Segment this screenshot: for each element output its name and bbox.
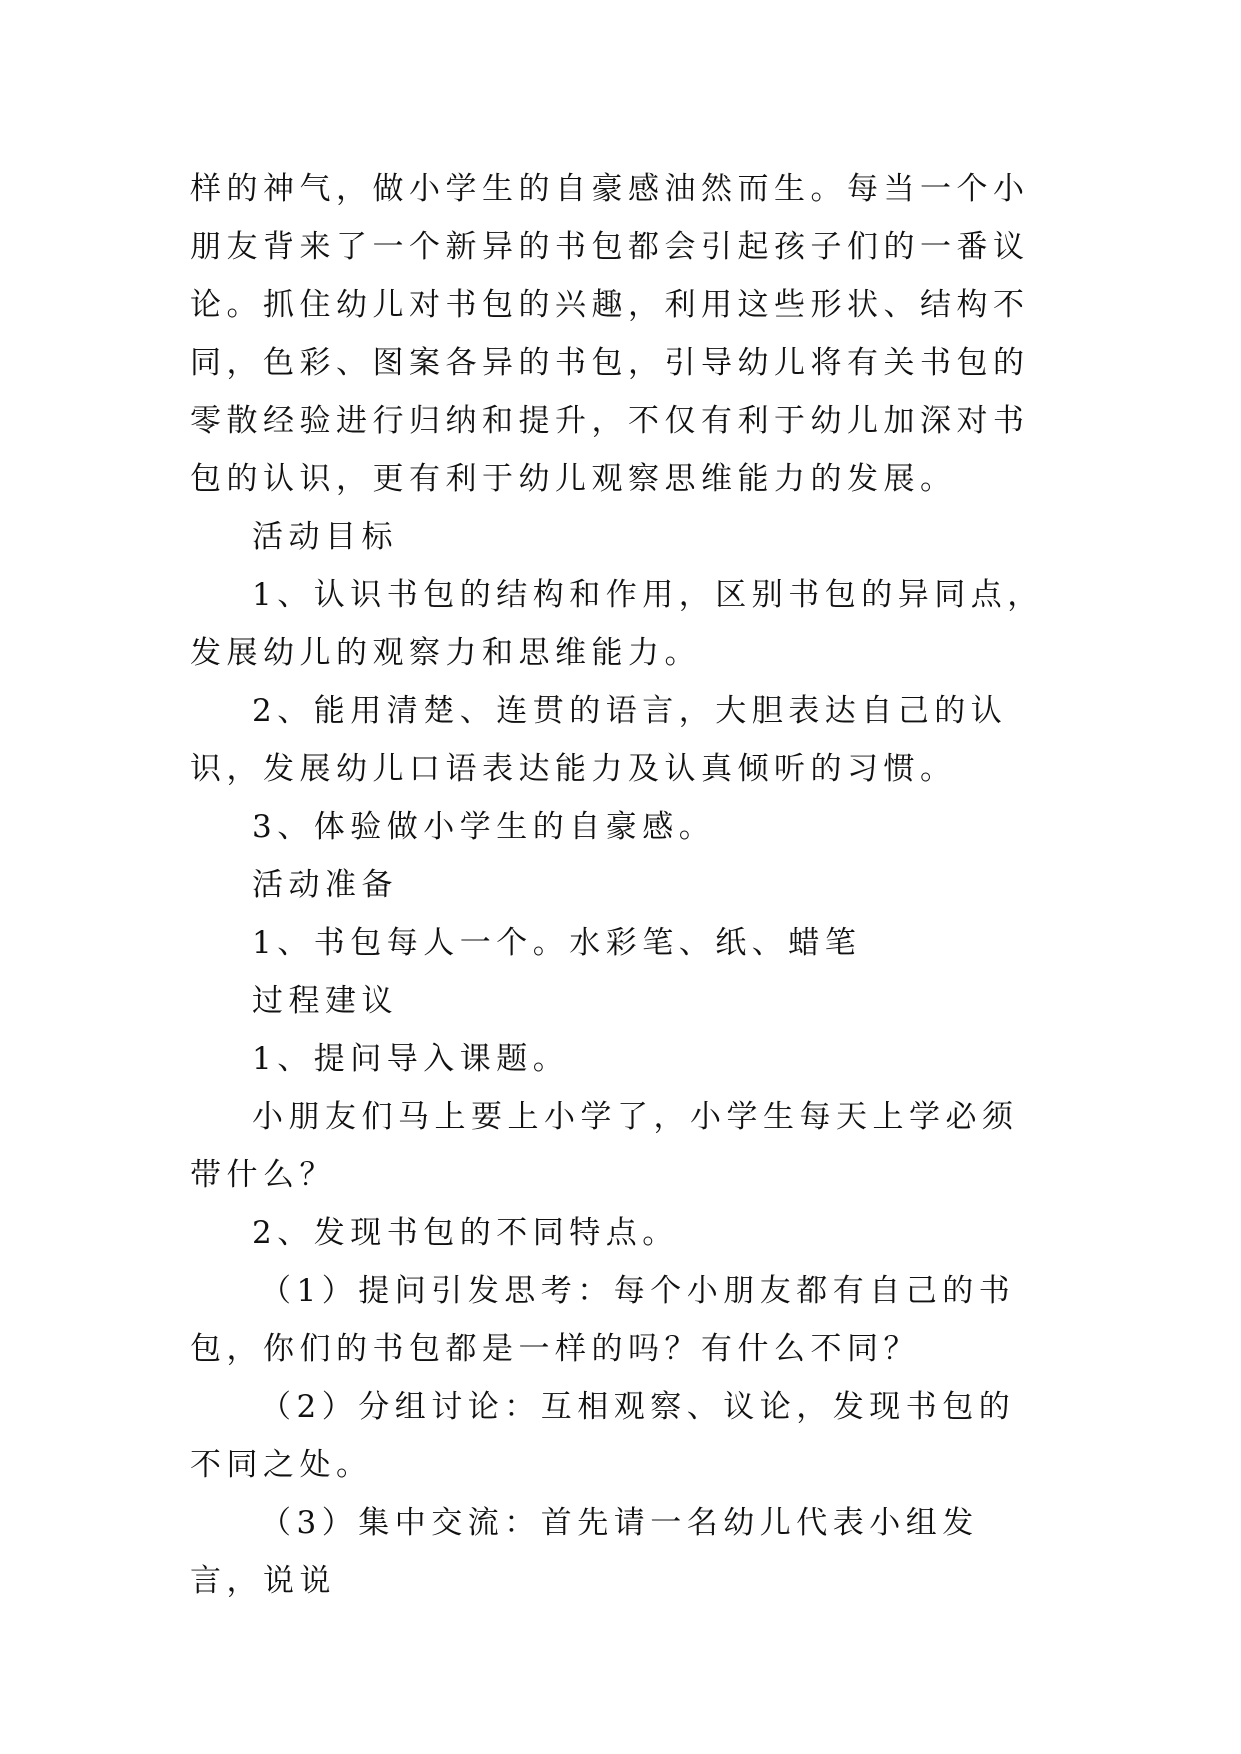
- section-heading-process: 过程建议: [252, 983, 398, 1019]
- process-step-1-text: 小朋友们马上要上小学了，小学生每天上学必须带什么？: [190, 1099, 1019, 1193]
- goal-item-3: 3、体验做小学生的自豪感。: [252, 809, 716, 845]
- intro-paragraph: 样的神气，做小学生的自豪感油然而生。每当一个小朋友背来了一个新异的书包都会引起孩子们的一番议论。抓住幼儿对书包的兴趣，利用这些形状、结构不同，色彩、图案各异的书包，引导幼儿将有关书包的零散经验进行归纳和提升，不仅有利于幼儿加深对书包的认识，更有利于幼儿观察思维能力的发展。: [190, 171, 1030, 497]
- process-substep-3: （3）集中交流：首先请一名幼儿代表小组发言，说说: [190, 1505, 979, 1599]
- section-heading-goals: 活动目标: [252, 519, 398, 555]
- process-substep-1: （1）提问引发思考：每个小朋友都有自己的书包，你们的书包都是一样的吗？有什么不同？: [190, 1273, 1016, 1367]
- preparation-item-1: 1、书包每人一个。水彩笔、纸、蜡笔: [252, 925, 862, 961]
- document-body: [190, 160, 1050, 1610]
- goal-item-2: 2、能用清楚、连贯的语言，大胆表达自己的认识，发展幼儿口语表达能力及认真倾听的习惯。: [190, 693, 1008, 787]
- goal-item-1: 1、认识书包的结构和作用，区别书包的异同点，发展幼儿的观察力和思维能力。: [190, 577, 1044, 671]
- process-step-1: 1、提问导入课题。: [252, 1041, 570, 1077]
- process-step-2: 2、发现书包的不同特点。: [252, 1215, 679, 1251]
- section-heading-preparation: 活动准备: [252, 867, 398, 903]
- process-substep-2: （2）分组讨论：互相观察、议论，发现书包的不同之处。: [190, 1389, 1016, 1483]
